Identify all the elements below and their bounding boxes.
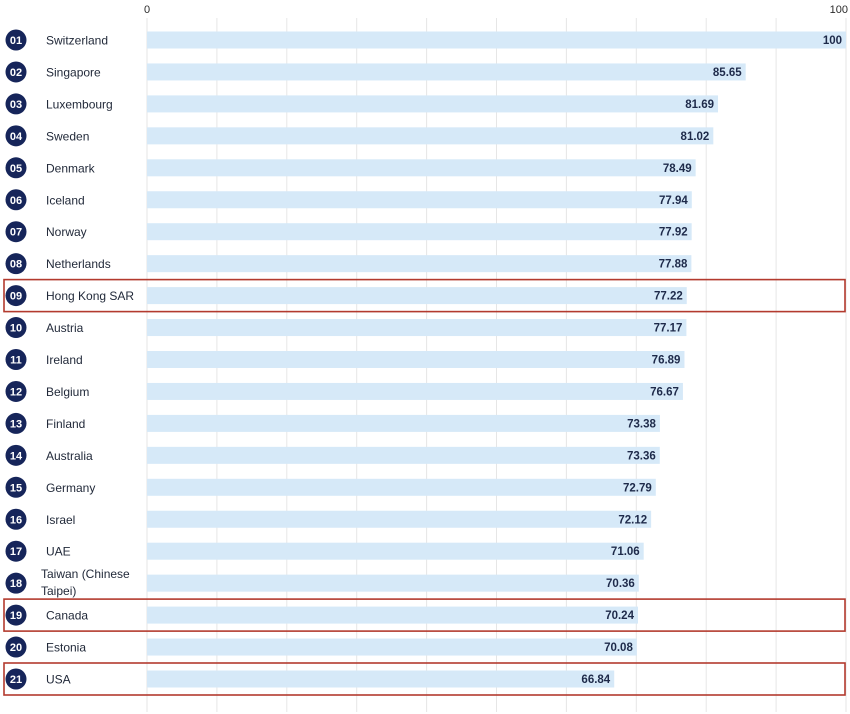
rank-number: 19 bbox=[9, 610, 23, 623]
rank-number: 11 bbox=[10, 354, 22, 367]
rank-number: 06 bbox=[9, 194, 23, 207]
value-label: 77.22 bbox=[653, 290, 683, 303]
rank-number: 10 bbox=[9, 322, 23, 335]
rank-number: 08 bbox=[9, 258, 23, 271]
rank-number: 02 bbox=[9, 66, 23, 79]
country-label: Switzerland bbox=[46, 33, 109, 48]
country-label: Israel bbox=[46, 512, 76, 527]
bar bbox=[147, 639, 637, 656]
country-label: USA bbox=[46, 672, 71, 687]
country-label: Canada bbox=[46, 608, 89, 623]
bar bbox=[147, 95, 718, 112]
country-label: Austria bbox=[46, 321, 84, 336]
value-label: 76.67 bbox=[650, 386, 679, 399]
value-label: 71.06 bbox=[610, 546, 640, 559]
rank-number: 16 bbox=[9, 514, 23, 527]
bar bbox=[147, 191, 692, 208]
value-label: 100 bbox=[822, 35, 842, 47]
value-label: 81.69 bbox=[685, 98, 715, 111]
rank-number: 03 bbox=[9, 98, 23, 111]
bar bbox=[147, 63, 746, 80]
value-label: 85.65 bbox=[712, 66, 742, 79]
value-label: 70.36 bbox=[606, 578, 635, 591]
country-label: Ireland bbox=[46, 353, 83, 367]
bar bbox=[147, 159, 696, 176]
bar bbox=[147, 671, 614, 688]
country-label: Hong Kong SAR bbox=[46, 289, 135, 304]
bar bbox=[147, 127, 713, 144]
value-label: 77.88 bbox=[658, 258, 688, 271]
value-label: 76.89 bbox=[651, 354, 681, 367]
bar bbox=[147, 351, 684, 368]
value-label: 81.02 bbox=[680, 130, 710, 143]
rank-number: 14 bbox=[9, 450, 23, 463]
country-label: Singapore bbox=[46, 65, 101, 80]
bar bbox=[147, 255, 691, 272]
bar bbox=[147, 223, 692, 240]
bar bbox=[147, 415, 660, 432]
country-label: Iceland bbox=[46, 193, 85, 208]
country-label: Australia bbox=[46, 448, 93, 463]
rank-number: 17 bbox=[9, 546, 23, 559]
bar bbox=[147, 319, 686, 336]
value-label: 77.94 bbox=[659, 194, 688, 207]
x-axis-ticks bbox=[144, 4, 848, 16]
country-label bbox=[41, 567, 130, 598]
value-label: 72.12 bbox=[618, 514, 648, 527]
rank-number: 20 bbox=[9, 642, 23, 655]
rank-number: 12 bbox=[9, 386, 23, 399]
rank-number: 05 bbox=[9, 162, 23, 175]
bar bbox=[147, 479, 656, 496]
bars bbox=[147, 32, 846, 688]
value-label: 70.08 bbox=[604, 642, 633, 655]
country-label: Germany bbox=[46, 480, 96, 495]
bar bbox=[147, 575, 639, 592]
row-labels bbox=[6, 30, 135, 690]
rank-number: 09 bbox=[9, 290, 23, 303]
bar bbox=[147, 511, 651, 528]
country-label: Netherlands bbox=[46, 257, 111, 272]
country-label: Estonia bbox=[46, 640, 87, 655]
bar bbox=[147, 447, 660, 464]
value-label: 72.79 bbox=[623, 482, 652, 495]
rank-number: 04 bbox=[9, 130, 23, 143]
bar bbox=[147, 287, 687, 304]
value-label: 73.38 bbox=[627, 418, 656, 431]
value-label: 77.17 bbox=[653, 322, 683, 335]
bar bbox=[147, 32, 846, 49]
country-label-line: Taiwan (Chinese bbox=[41, 567, 130, 582]
value-label: 77.92 bbox=[658, 226, 688, 239]
rank-number: 01 bbox=[9, 35, 23, 47]
bar bbox=[147, 543, 644, 560]
bar bbox=[147, 383, 683, 400]
country-label: Norway bbox=[46, 225, 87, 240]
x-tick-label: 0 bbox=[143, 4, 151, 16]
country-label: Denmark bbox=[46, 161, 95, 176]
rank-number: 18 bbox=[9, 578, 23, 591]
value-label: 73.36 bbox=[627, 450, 656, 463]
country-label: UAE bbox=[46, 544, 71, 559]
x-tick-label: 100 bbox=[829, 4, 848, 16]
value-label: 70.24 bbox=[605, 610, 634, 623]
country-label: Luxembourg bbox=[46, 97, 113, 112]
rank-number: 13 bbox=[9, 418, 23, 431]
value-label: 78.49 bbox=[662, 162, 692, 175]
value-label: 66.84 bbox=[581, 674, 611, 686]
bar bbox=[147, 607, 638, 624]
country-label: Belgium bbox=[46, 384, 90, 399]
country-label-line: Taipei) bbox=[41, 584, 77, 599]
rank-number: 21 bbox=[9, 674, 23, 686]
rank-number: 15 bbox=[9, 482, 23, 495]
country-label: Sweden bbox=[46, 129, 90, 144]
country-label: Finland bbox=[46, 416, 86, 431]
rank-number: 07 bbox=[9, 226, 23, 239]
